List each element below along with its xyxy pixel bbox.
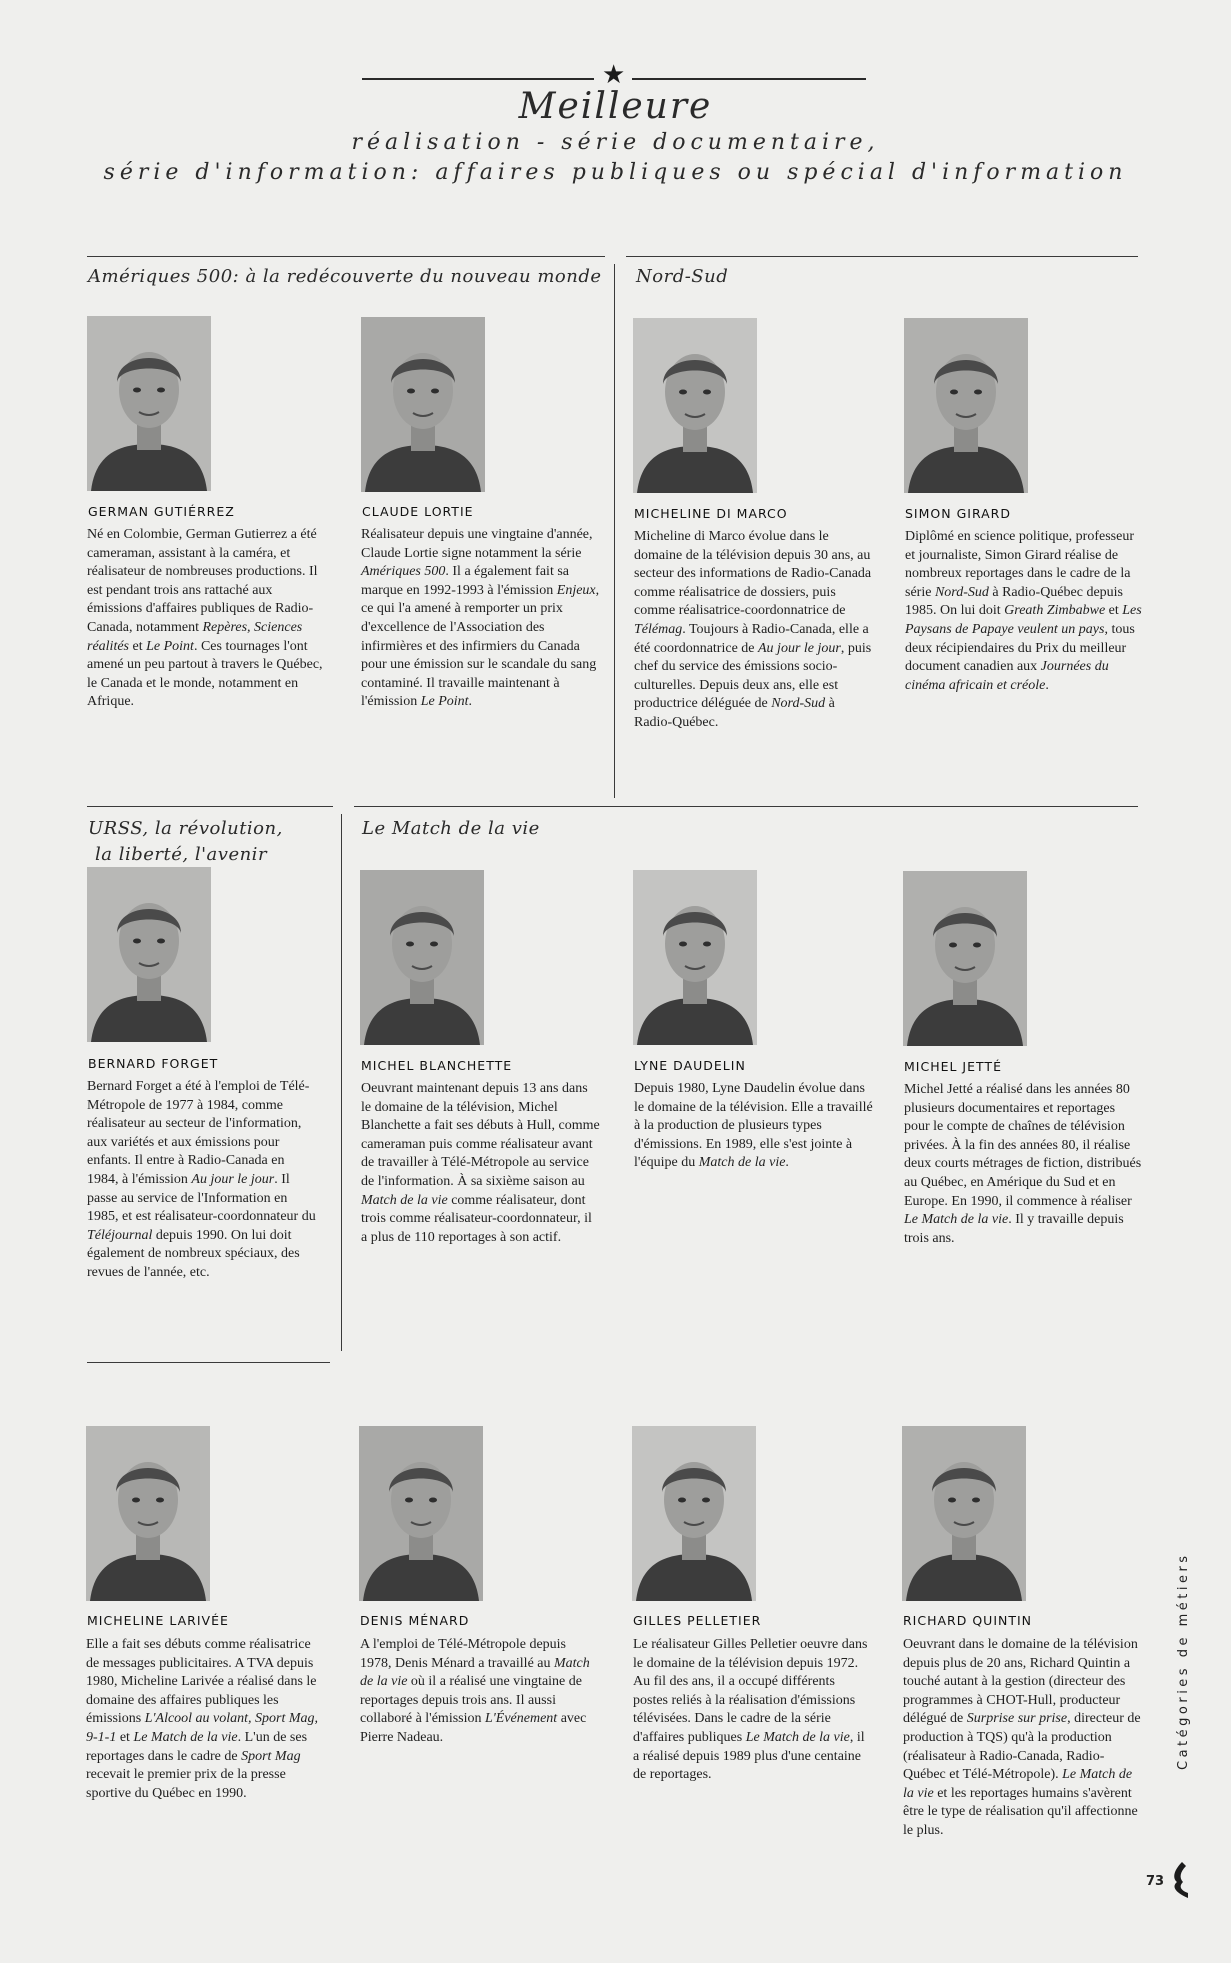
- bio-title-italic: Télémag: [634, 621, 683, 637]
- portrait-silhouette-icon: [87, 867, 211, 1042]
- person-name: GERMAN GUTIÉRREZ: [88, 504, 235, 519]
- person-name: RICHARD QUINTIN: [903, 1613, 1033, 1628]
- section-title-nordsud: Nord-Sud: [636, 266, 729, 287]
- bio-text: et: [116, 1729, 134, 1745]
- person-name: SIMON GIRARD: [905, 506, 1011, 521]
- portrait-silhouette-icon: [633, 318, 757, 493]
- bio-title-italic: Nord-Sud: [771, 696, 826, 712]
- person-name: BERNARD FORGET: [88, 1056, 219, 1071]
- portrait-silhouette-icon: [633, 870, 757, 1045]
- bio-title-italic: Amériques 500: [361, 564, 446, 580]
- bio-title-italic: Au jour le jour: [758, 640, 841, 656]
- bio-text: où il a réalisé une vingtaine de reportages depuis trois ans. Il aussi collaboré à l'émission: [360, 1674, 582, 1727]
- bio-text: . Il y travaille depuis trois ans.: [904, 1212, 1124, 1246]
- bio-title-italic: Le Point: [420, 694, 469, 710]
- bio-text: à Radio-Québec.: [634, 696, 835, 730]
- person-bio: [903, 1636, 1143, 1841]
- bio-text: Oeuvrant dans le domaine de la télévision depuis plus de 20 ans, Richard Quintin a touché autant à la gestion (directeur des programmes à CHOT-Hull, producteur délégué de: [903, 1637, 1138, 1727]
- bio-text: Le réalisateur Gilles Pelletier oeuvre dans le domaine de la télévision depuis 1972. Au fil des ans, il a occupé différents postes reliés à la réalisation d'émissions télévisées. Dans le cadre de la série d'affaires publiques: [633, 1637, 868, 1745]
- section-rule-bottom: [87, 1362, 330, 1363]
- person-bio: [361, 1080, 601, 1247]
- header-rule-left: [362, 78, 594, 80]
- bio-text: Oeuvrant maintenant depuis 13 ans dans le domaine de la télévision, Michel Blanchette a fait ses débuts à Hull, comme cameraman puis comme réalisateur avant de travailler à Télé-Métropole au service de l'information. À sa sixième saison au: [361, 1081, 600, 1189]
- page-title: Meilleure: [518, 86, 713, 127]
- bio-title-italic: Greath Zimbabwe: [1004, 603, 1106, 619]
- header-rule-right: [632, 78, 866, 80]
- section-title-ameriques: Amériques 500: à la redécouverte du nouveau monde: [88, 266, 602, 287]
- bio-text: recevait le premier prix de la presse sportive du Québec en 1990.: [86, 1767, 286, 1801]
- portrait-silhouette-icon: [361, 317, 485, 492]
- bio-text: , puis chef du service des émissions socio-culturelles. Depuis deux ans, elle est productrice déléguée de: [634, 640, 872, 712]
- section-title-urss-line2: la liberté, l'avenir: [95, 844, 268, 865]
- portrait-silhouette-icon: [903, 871, 1027, 1046]
- portrait-silhouette-icon: [86, 1426, 210, 1601]
- portrait-photo: [633, 870, 757, 1045]
- person-name: DENIS MÉNARD: [360, 1613, 470, 1628]
- bio-title-italic: L'Alcool au volant, Sport Mag, 9-1-1: [86, 1711, 319, 1745]
- portrait-silhouette-icon: [904, 318, 1028, 493]
- section-rule-ameriques: [87, 256, 605, 257]
- bio-title-italic: Match de la vie: [360, 1655, 590, 1690]
- bio-title-italic: Les Paysans de Papaye veulent un pays: [905, 603, 1142, 637]
- bio-text: et: [1105, 603, 1123, 619]
- person-bio: [634, 528, 874, 733]
- section-title-match: Le Match de la vie: [362, 818, 540, 839]
- bio-text: à Radio-Québec depuis 1985. On lui doit: [905, 584, 1123, 619]
- person-bio: [634, 1080, 874, 1173]
- bio-text: , il a réalisé depuis 1989 plus d'une centaine de reportages.: [633, 1729, 865, 1783]
- person-name: MICHELINE LARIVÉE: [87, 1613, 229, 1628]
- portrait-photo: [87, 316, 211, 491]
- portrait-photo: [361, 317, 485, 492]
- bio-title-italic: Repères, Sciences réalités: [87, 619, 303, 654]
- bio-title-italic: Le Match de la vie: [745, 1729, 850, 1745]
- person-bio: [86, 1636, 326, 1803]
- portrait-photo: [632, 1426, 756, 1601]
- bio-text: Michel Jetté a réalisé dans les années 80 plusieurs documentaires et reportages pour le compte de chaînes de télévision privées. À la fin des années 80, il réalise deux courts métrages de fiction, distribués au Québec, en Amérique du Sud et en Europe. En 1990, il commence à réaliser: [904, 1082, 1142, 1209]
- person-bio: [905, 528, 1145, 695]
- page-subtitle-line2: série d'information: affaires publiques ou spécial d'information: [103, 160, 1128, 185]
- bio-text: Micheline di Marco évolue dans le domaine de la télévision depuis 30 ans, au secteur des informations de Radio-Canada comme réalisatrice de dossiers, puis comme réalisatrice-coordonnatrice de: [634, 529, 872, 619]
- bio-text: comme réalisateur, dont trois comme réalisateur-coordonnateur, il a plus de 110 reportages à son actif.: [361, 1192, 592, 1245]
- bio-text: et: [129, 638, 147, 654]
- bio-text: . L'un de ses reportages dans le cadre de: [86, 1729, 308, 1764]
- bio-title-italic: Le Point: [146, 638, 194, 654]
- bio-text: .: [468, 694, 473, 710]
- bio-text: .: [785, 1155, 789, 1171]
- bio-text: depuis 1990. On lui doit également de nombreux spéciaux, des revues de l'année, etc.: [87, 1227, 300, 1280]
- portrait-silhouette-icon: [360, 870, 484, 1045]
- person-bio: [87, 1078, 319, 1283]
- bio-text: . Ces tournages l'ont amené un peu partout à travers le Québec, le Canada et le monde, notamment en Afrique.: [87, 638, 323, 710]
- bio-title-italic: Le Match de la vie: [133, 1729, 238, 1745]
- column-divider-middle: [341, 814, 342, 1351]
- person-bio: [361, 526, 601, 712]
- portrait-photo: [360, 870, 484, 1045]
- person-name: LYNE DAUDELIN: [634, 1058, 746, 1073]
- person-name: CLAUDE LORTIE: [362, 504, 474, 519]
- section-rule-nordsud: [626, 256, 1138, 257]
- bio-text: . Toujours à Radio-Canada, elle a été coordonnatrice de: [634, 621, 869, 656]
- bio-text: Né en Colombie, German Gutierrez a été cameraman, assistant à la caméra, et réalisateur de nombreuses productions. Il est pendant trois ans rattaché aux émissions d'affaires publiques de Radio-Canada, notamment: [87, 527, 318, 635]
- bio-title-italic: Téléjournal: [87, 1227, 153, 1243]
- section-rule-urss: [87, 806, 333, 807]
- section-category-label: Catégories de métiers: [1176, 1552, 1191, 1770]
- section-rule-match: [354, 806, 1138, 807]
- bio-text: avec Pierre Nadeau.: [360, 1711, 587, 1745]
- bio-text: Elle a fait ses débuts comme réalisatrice de messages publicitaires. A TVA depuis 1980, Micheline Larivée a réalisé dans le domaine des affaires publiques les émissions: [86, 1637, 317, 1727]
- bio-text: , tous deux récipiendaires du Prix du meilleur document canadien aux: [905, 621, 1135, 675]
- portrait-silhouette-icon: [902, 1426, 1026, 1601]
- column-divider-top: [614, 264, 615, 798]
- bio-text: , directeur de production à TQS) qu'à la production (réalisateur à Radio-Canada, Radio-Québec et Télé-Métropole).: [903, 1711, 1141, 1783]
- portrait-silhouette-icon: [359, 1426, 483, 1601]
- bio-text: , ce qui l'a amené à remporter un prix d'excellence de l'Association des infirmières et des infirmiers du Canada pour une émission sur le scandale du sang contaminé. Il travaille maintenant à l'émission: [361, 582, 600, 710]
- bio-text: Diplômé en science politique, professeur et journaliste, Simon Girard réalise de nombreux reportages dans le cadre de la série: [905, 529, 1134, 600]
- page-corner-mark-icon: [1168, 1860, 1190, 1900]
- person-bio: [904, 1081, 1144, 1248]
- bio-text: Réalisateur depuis une vingtaine d'année, Claude Lortie signe notamment la série: [361, 527, 593, 561]
- person-name: GILLES PELLETIER: [633, 1613, 762, 1628]
- bio-title-italic: Le Match de la vie: [904, 1212, 1009, 1228]
- portrait-silhouette-icon: [632, 1426, 756, 1601]
- bio-title-italic: Nord-Sud: [934, 584, 989, 600]
- bio-text: et les reportages humains s'avèrent être le type de réalisation qu'il affectionne le plus.: [903, 1785, 1138, 1838]
- bio-title-italic: Au jour le jour: [191, 1171, 275, 1187]
- person-name: MICHEL BLANCHETTE: [361, 1058, 513, 1073]
- portrait-photo: [904, 318, 1028, 493]
- bio-text: . Il a également fait sa marque en 1992-1993 à l'émission: [361, 564, 569, 598]
- page-subtitle-line1: réalisation - série documentaire,: [351, 130, 880, 155]
- portrait-silhouette-icon: [87, 316, 211, 491]
- bio-title-italic: Match de la vie: [361, 1192, 448, 1208]
- bio-title-italic: Le Match de la vie: [903, 1767, 1133, 1801]
- bio-title-italic: L'Événement: [485, 1711, 558, 1727]
- portrait-photo: [633, 318, 757, 493]
- person-bio: [633, 1636, 873, 1785]
- portrait-photo: [87, 867, 211, 1042]
- star-icon: ★: [602, 60, 626, 90]
- portrait-photo: [359, 1426, 483, 1601]
- section-title-urss-line1: URSS, la révolution,: [88, 818, 283, 839]
- bio-text: Bernard Forget a été à l'emploi de Télé-Métropole de 1977 à 1984, comme réalisateur au secteur de l'information, aux variétés et aux émissions pour enfants. Il entre à Radio-Canada en 1984, à l'émission: [87, 1079, 310, 1187]
- bio-title-italic: Surprise sur prise: [966, 1711, 1068, 1727]
- bio-title-italic: Enjeux: [556, 582, 596, 598]
- bio-title-italic: Sport Mag: [241, 1748, 301, 1764]
- page-number: 73: [1146, 1874, 1165, 1889]
- portrait-photo: [86, 1426, 210, 1601]
- bio-title-italic: Journées du cinéma africain et créole: [905, 659, 1109, 693]
- portrait-photo: [902, 1426, 1026, 1601]
- person-bio: [87, 526, 327, 712]
- bio-title-italic: Match de la vie: [698, 1155, 786, 1171]
- bio-text: .: [1045, 677, 1049, 693]
- bio-text: . Il passe au service de l'Information en 1985, et est réalisateur-coordonnateur du: [87, 1171, 316, 1225]
- person-bio: [360, 1636, 600, 1748]
- person-name: MICHELINE DI MARCO: [634, 506, 788, 521]
- bio-text: Depuis 1980, Lyne Daudelin évolue dans le domaine de la télévision. Elle a travaillé à la production de plusieurs types d'émissions. En 1989, elle s'est jointe à l'équipe du: [634, 1081, 873, 1171]
- bio-text: A l'emploi de Télé-Métropole depuis 1978, Denis Ménard a travaillé au: [360, 1637, 566, 1671]
- person-name: MICHEL JETTÉ: [904, 1059, 1002, 1074]
- portrait-photo: [903, 871, 1027, 1046]
